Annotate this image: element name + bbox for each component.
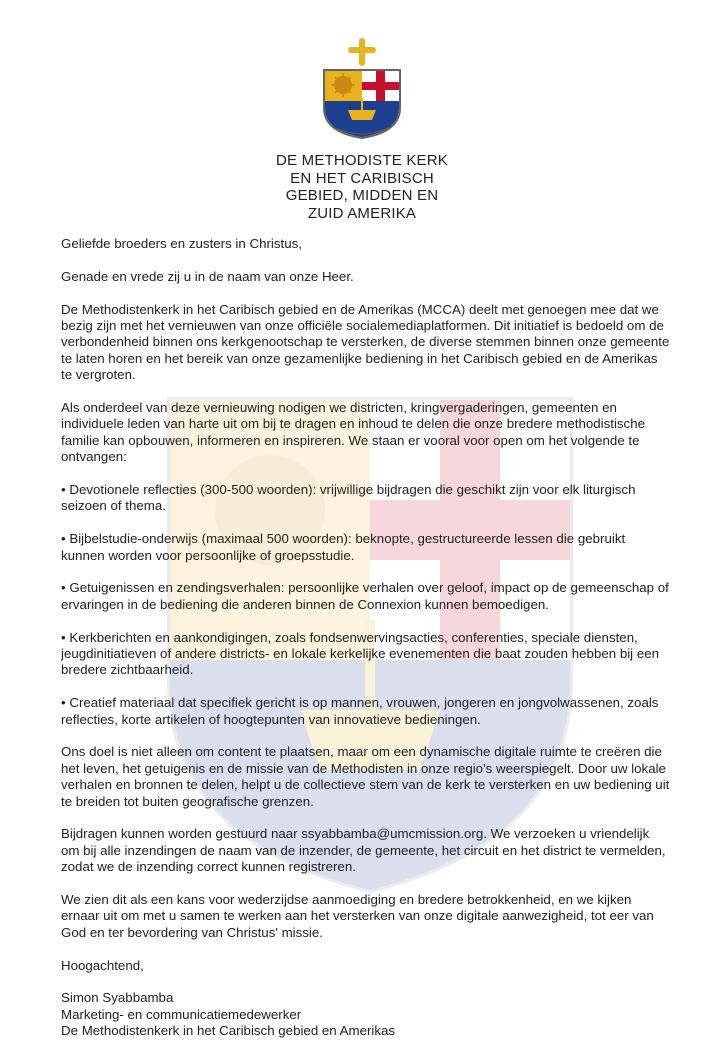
cross-icon xyxy=(348,38,376,66)
paragraph-submissions: Bijdragen kunnen worden gestuurd naar ssyabbamba@umcmission.org. We verzoeken u vriendelijk om bij alle inzendingen de naam van de inzender, de gemeente, het circuit en het district te vermelden, zodat we de inzending correct kunnen registreren. xyxy=(61,826,666,875)
list-item: • Devotionele reflecties (300-500 woorden): vrijwillige bijdragen die geschikt zijn voor elk liturgisch seizoen of thema. xyxy=(61,482,636,514)
paragraph-closing: We zien dit als een kans voor wederzijdse aanmoediging en bredere betrokkenheid, en we kijken ernaar uit om met u samen te werken aan het versterken van onze digitale aanwezigheid, tot eer van God en ter bevordering van Christus' missie. xyxy=(61,892,654,940)
list-item: • Bijbelstudie-onderwijs (maximaal 500 woorden): beknopte, gestructureerde lessen die gebruikt kunnen worden voor persoonlijke of groepsstudie. xyxy=(61,531,626,563)
paragraph-goal: Ons doel is niet alleen om content te plaatsen, maar om een dynamische digitale ruimte te creëren die het leven, het getuigenis en de missie van de Methodisten in onze regio's weerspiegelt. Door uw lokale verhalen en bronnen te delen, helpt u de collectieve stem van de kerk te versterken en uw bediening uit te breiden tot buiten geografische grenzen. xyxy=(61,744,670,809)
signer-name: Simon Syabbamba xyxy=(61,990,174,1006)
signer-role: Marketing- en communicatiemedewerker xyxy=(61,1006,302,1022)
crest-logo xyxy=(310,38,414,144)
title-line: DE METHODISTE KERK xyxy=(276,152,448,169)
list-item: • Kerkberichten en aankondigingen, zoals fondsenwervingsacties, conferenties, speciale diensten, jeugdinitiatieven of andere districts- en lokale kerkelijke evenementen die baat zouden hebben bij een bredere zichtbaarheid. xyxy=(61,629,660,678)
organization-title xyxy=(212,152,512,222)
title-line: EN HET CARIBISCH xyxy=(290,169,434,187)
signature-block xyxy=(61,990,671,1039)
title-line: GEBIED, MIDDEN EN xyxy=(285,187,439,204)
signer-organization: De Methodistenkerk in het Caribisch gebied en Amerikas xyxy=(61,1023,396,1039)
closing-phrase: Hoogachtend, xyxy=(61,957,144,973)
title-line: ZUID AMERIKA xyxy=(307,204,417,222)
letter-body xyxy=(61,236,671,1040)
list-item: • Getuigenissen en zendingsverhalen: persoonlijke verhalen over geloof, impact op de gemeenschap of ervaringen in de bediening die anderen binnen de Connexion kunnen bemoedigen. xyxy=(61,580,669,612)
list-item: • Creatief materiaal dat specifiek gericht is op mannen, vrouwen, jongeren en jongvolwassenen, zoals reflecties, korte artikelen of hoogtepunten van innovatieve bedieningen. xyxy=(61,695,659,727)
paragraph-intro: De Methodistenkerk in het Caribisch gebied en de Amerikas (MCCA) deelt met genoegen mee dat we bezig zijn met het vernieuwen van onze officiële socialemediaplatformen. Dit initiatief is bedoeld om de verbondenheid binnen ons kerkgenootschap te versterken, de diverse stemmen binnen onze gemeente te laten horen en het bereik van onze gezamenlijke bediening in het Caribisch gebied en de Amerikas te vergroten. xyxy=(61,301,670,383)
greeting: Genade en vrede zij u in de naam van onze Heer. xyxy=(61,268,354,284)
paragraph-invitation: Als onderdeel van deze vernieuwing nodigen we districten, kringvergaderingen, gemeenten en individuele leden van harte uit om bij te dragen en inhoud te delen die onze bredere methodistische familie kan opbouwen, informeren en inspireren. We staan er vooral voor open om het volgende te ontvangen: xyxy=(61,400,645,465)
salutation: Geliefde broeders en zusters in Christus, xyxy=(61,236,302,251)
